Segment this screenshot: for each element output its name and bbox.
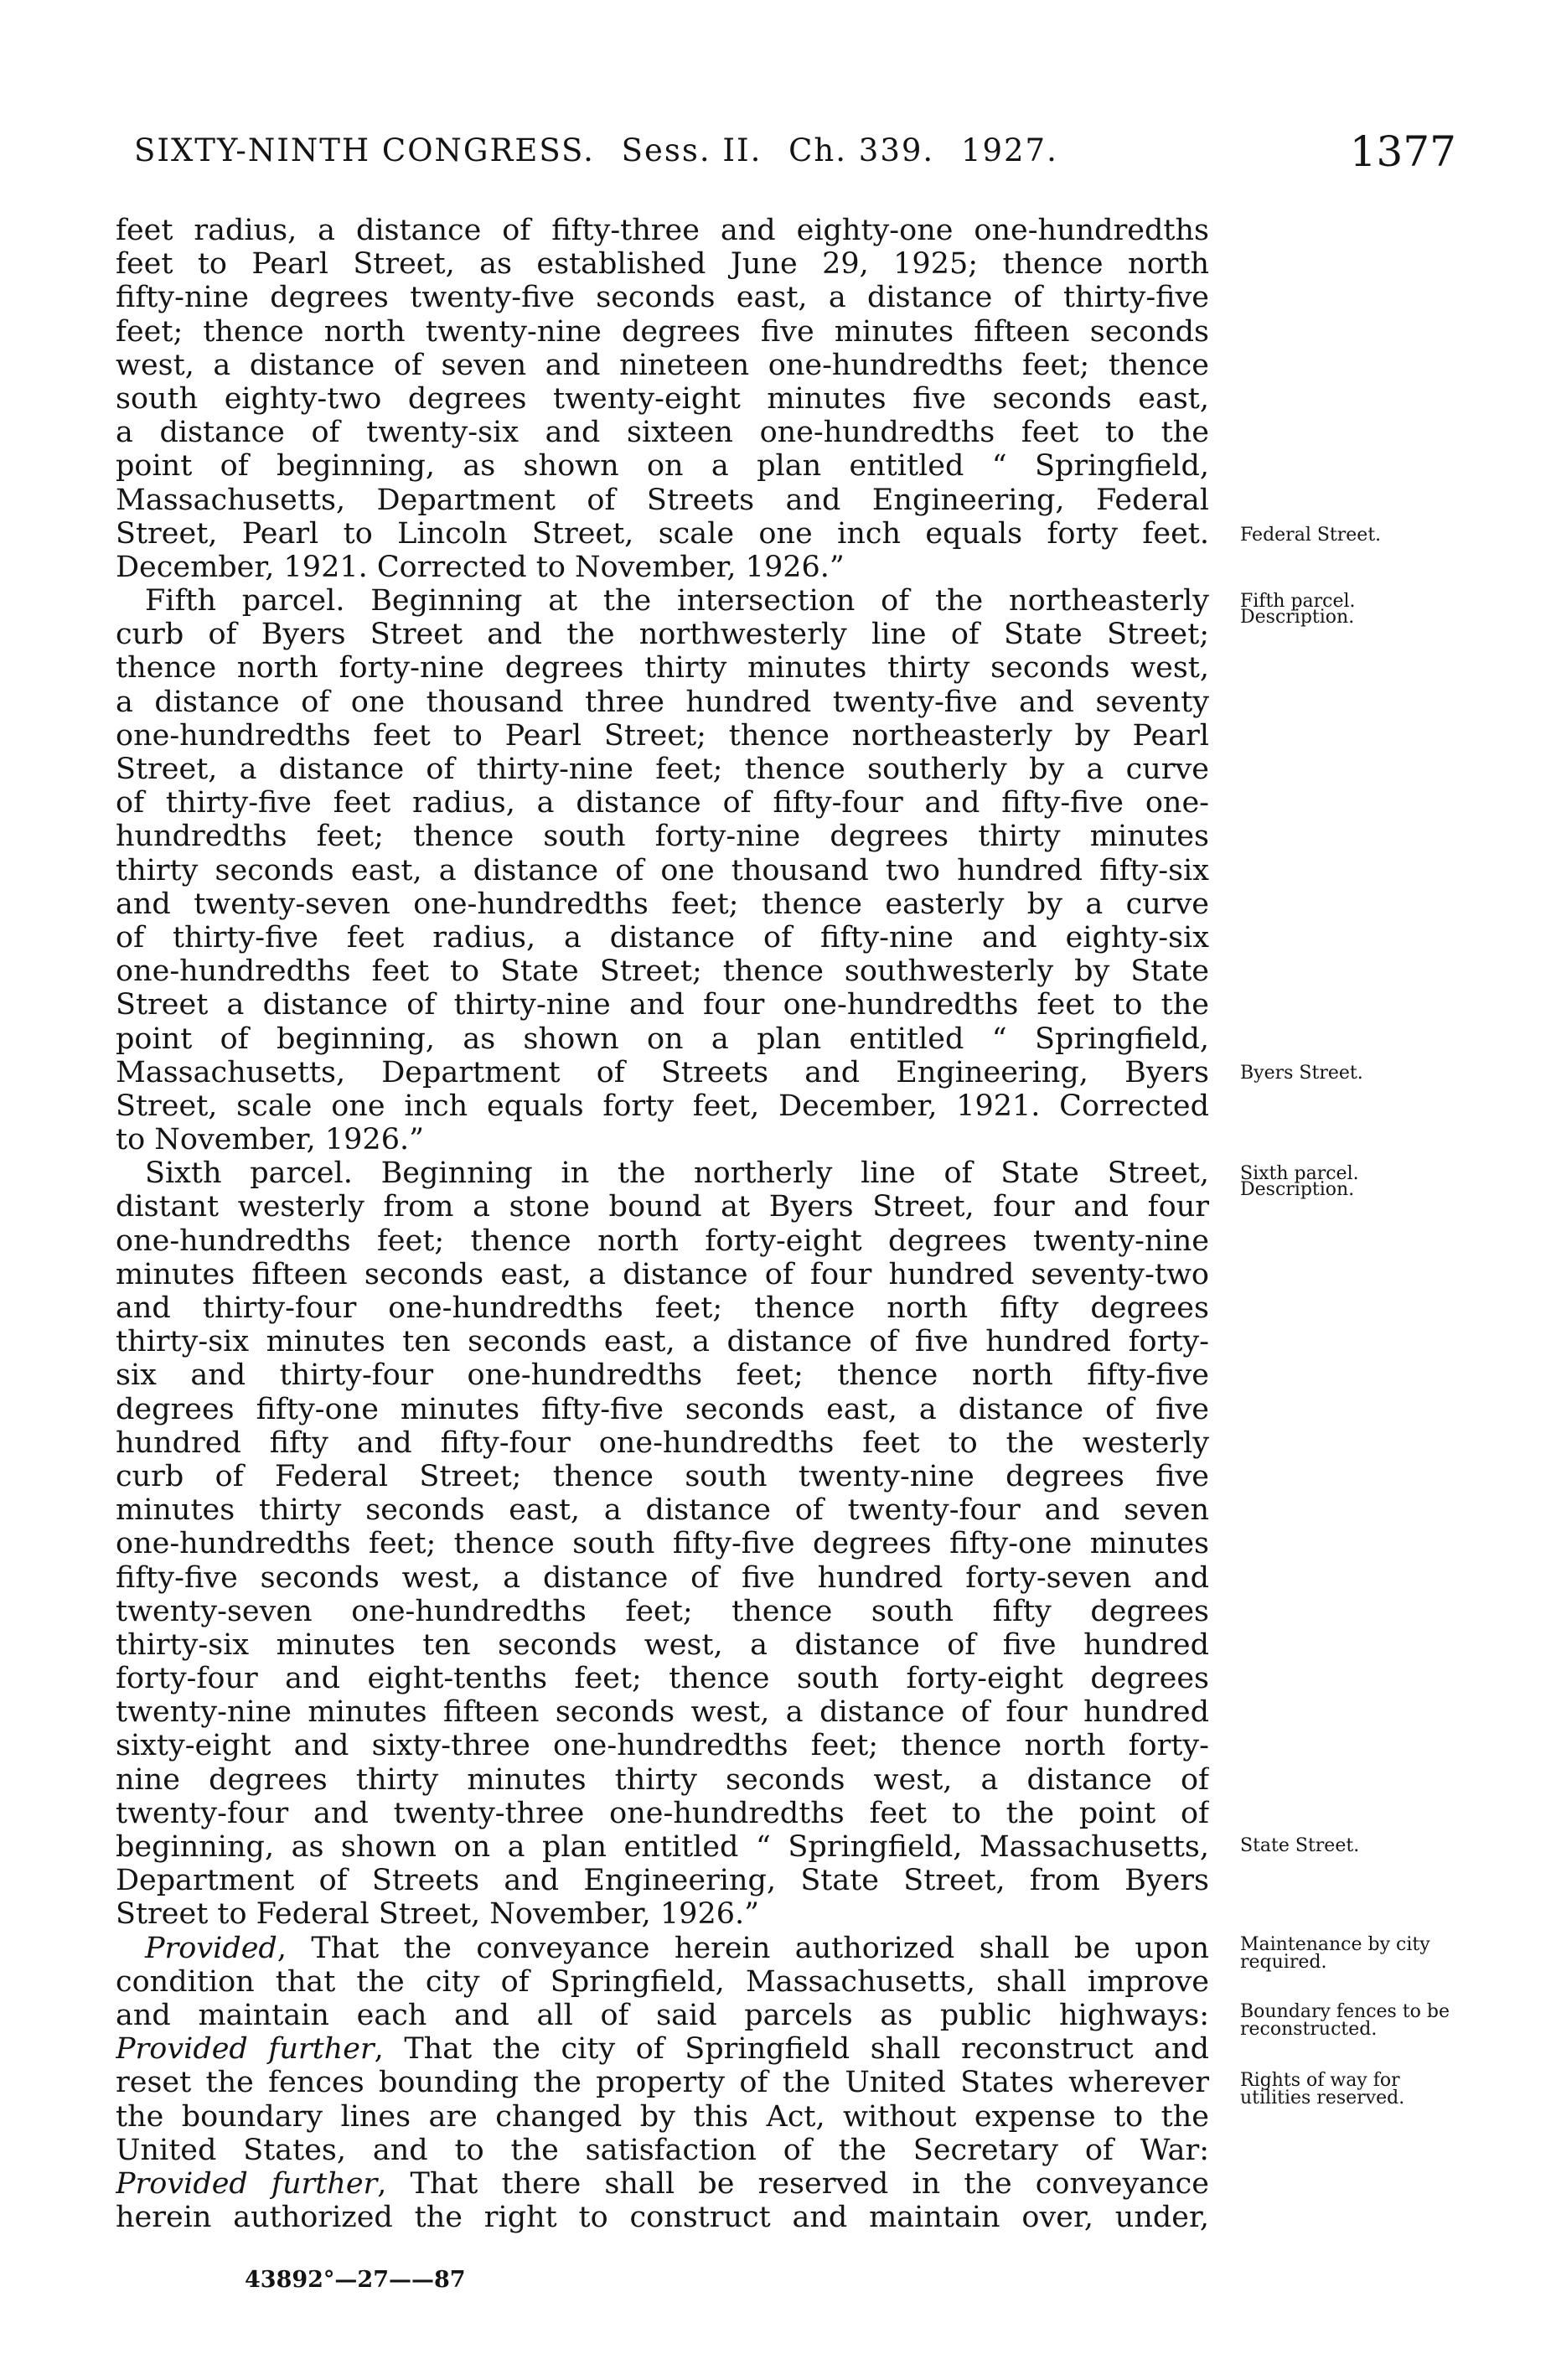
text-line: a distance of twenty-six and sixteen one-hundredths feet to the — [116, 416, 1209, 450]
text-line: December, 1921. Corrected to November, 1926.” — [116, 550, 845, 584]
text-line: the boundary lines are changed by this Act, without expense to the — [116, 2099, 1209, 2134]
text-line: Department of Streets and Engineering, State Street, from Byers — [116, 1864, 1209, 1898]
text-line: condition that the city of Springfield, Massachusetts, shall improve — [116, 1964, 1209, 1999]
text-line: Street to Federal Street, November, 1926.” — [116, 1897, 760, 1932]
text-line: twenty-four and twenty-three one-hundredths feet to the point of — [116, 1796, 1209, 1830]
text-line: point of beginning, as shown on a plan entitled “ Springfield, — [116, 1022, 1209, 1056]
margin-note-byers-street: Byers Street. — [1240, 1063, 1363, 1084]
text-line: forty-four and eight-tenths feet; thence south forty-eight degrees — [116, 1662, 1209, 1696]
text-line: of thirty-five feet radius, a distance of fifty-nine and eighty-six — [116, 920, 1209, 955]
text-line: curb of Federal Street; thence south twenty-nine degrees five — [116, 1459, 1209, 1493]
text-line: fifty-five seconds west, a distance of five hundred forty-seven and — [116, 1560, 1209, 1595]
text-line: twenty-seven one-hundredths feet; thence south fifty degrees — [116, 1594, 1209, 1628]
text-line: Street, Pearl to Lincoln Street, scale one inch equals forty feet. — [116, 516, 1209, 551]
header-title — [134, 132, 1073, 168]
text-line: hundred fifty and fifty-four one-hundredths feet to the westerly — [116, 1425, 1209, 1460]
text-line: Provided further, That there shall be reserved in the conveyance — [116, 2166, 1209, 2201]
margin-note-maintenance: Maintenance by city required. — [1240, 1934, 1430, 1973]
margin-note-description: Description. — [1240, 607, 1355, 628]
running-header — [134, 127, 1466, 191]
text-line: twenty-nine minutes fifteen seconds west, a distance of four hundred — [116, 1695, 1209, 1730]
year-label: 1927. — [960, 132, 1058, 168]
text-line: reset the fences bounding the property of the United States wherever — [116, 2066, 1209, 2100]
text-line: west, a distance of seven and nineteen one-hundredths feet; thence — [116, 348, 1209, 382]
body-text — [116, 214, 1209, 2234]
margin-note-sixth-parcel: Sixth parcel. — [1240, 1163, 1359, 1184]
text-line: thirty-six minutes ten seconds west, a distance of five hundred — [116, 1627, 1209, 1662]
text-line: Massachusetts, Department of Streets and Engineering, Byers — [116, 1055, 1209, 1089]
print-code: 43892°—27——87 — [245, 2267, 466, 2293]
proviso-keyword: Provided — [145, 1931, 277, 1965]
proviso-keyword: Provided further — [116, 2166, 378, 2201]
text-line: nine degrees thirty minutes thirty seconds west, a distance of — [116, 1762, 1209, 1797]
margin-note-rights-of-way: Rights of way for utilities reserved. — [1240, 2070, 1405, 2108]
text-line: herein authorized the right to construct and maintain over, under, — [116, 2201, 1209, 2235]
text-line: point of beginning, as shown on a plan entitled “ Springfield, — [116, 449, 1209, 484]
text-line: Street, scale one inch equals forty feet, December, 1921. Corrected — [116, 1089, 1209, 1123]
text-line: degrees fifty-one minutes fifty-five seconds east, a distance of five — [116, 1392, 1209, 1426]
text-line: of thirty-five feet radius, a distance of fifty-four and fifty-five one- — [116, 786, 1209, 820]
text-line: and maintain each and all of said parcels as public highways: — [116, 1998, 1209, 2032]
page-number: 1377 — [1349, 127, 1456, 176]
text-line: one-hundredths feet; thence south fifty-five degrees fifty-one minutes — [116, 1527, 1209, 1561]
text-line: feet radius, a distance of fifty-three and eighty-one one-hundredths — [116, 214, 1209, 247]
text-line: thence north forty-nine degrees thirty minutes thirty seconds west, — [116, 651, 1209, 686]
text-line: one-hundredths feet to Pearl Street; thence northeasterly by Pearl — [116, 718, 1209, 753]
text-line: United States, and to the satisfaction of the Secretary of War: — [116, 2133, 1209, 2167]
text-line: and thirty-four one-hundredths feet; thence north fifty degrees — [116, 1291, 1209, 1325]
text-line: a distance of one thousand three hundred twenty-five and seventy — [116, 685, 1209, 719]
text-line: Provided further, That the city of Springfield shall reconstruct and — [116, 2032, 1209, 2067]
margin-note-federal-street: Federal Street. — [1240, 525, 1382, 546]
text-line: Street, a distance of thirty-nine feet; thence southerly by a curve — [116, 753, 1209, 786]
text-line: minutes thirty seconds east, a distance of twenty-four and seven — [116, 1493, 1209, 1528]
text-line: fifty-nine degrees twenty-five seconds east, a distance of thirty-five — [116, 281, 1209, 315]
text-line: beginning, as shown on a plan entitled “ Springfield, Massachusetts, — [116, 1830, 1209, 1864]
congress-label: SIXTY-NINTH CONGRESS. — [134, 132, 595, 168]
proviso-keyword: Provided further — [116, 2032, 375, 2067]
text-line: Provided, That the conveyance herein authorized shall be upon — [145, 1931, 1209, 1965]
text-line: thirty seconds east, a distance of one thousand two hundred fifty-six — [116, 853, 1209, 887]
text-line: hundredths feet; thence south forty-nine degrees thirty minutes — [116, 820, 1209, 854]
chapter-label: Ch. 339. — [788, 132, 935, 168]
text-line: minutes fifteen seconds east, a distance of four hundred seventy-two — [116, 1257, 1209, 1291]
text-line: Sixth parcel. Beginning in the northerly line of State Street, — [145, 1156, 1209, 1191]
text-line: south eighty-two degrees twenty-eight minutes five seconds east, — [116, 381, 1209, 416]
text-line: Fifth parcel. Beginning at the intersection of the northeasterly — [145, 584, 1209, 618]
margin-note-boundary-fences: Boundary fences to be reconstructed. — [1240, 2001, 1450, 2040]
text-line: Massachusetts, Department of Streets and Engineering, Federal — [116, 483, 1209, 517]
text-line: feet; thence north twenty-nine degrees five minutes fifteen seconds — [116, 314, 1209, 349]
text-line: thirty-six minutes ten seconds east, a distance of five hundred forty- — [116, 1325, 1209, 1359]
session-label: Sess. II. — [621, 132, 762, 168]
margin-note-description: Description. — [1240, 1179, 1355, 1200]
margin-note-state-street: State Street. — [1240, 1835, 1360, 1856]
text-line: to November, 1926.” — [116, 1123, 424, 1157]
margin-note-fifth-parcel: Fifth parcel. — [1240, 591, 1356, 612]
text-line: one-hundredths feet to State Street; thence southwesterly by State — [116, 955, 1209, 989]
text-line: curb of Byers Street and the northwesterly line of State Street; — [116, 618, 1209, 652]
text-line: sixty-eight and sixty-three one-hundredths feet; thence north forty- — [116, 1729, 1209, 1763]
text-line: and twenty-seven one-hundredths feet; thence easterly by a curve — [116, 887, 1209, 921]
text-line: Street a distance of thirty-nine and four one-hundredths feet to the — [116, 988, 1209, 1022]
text-line: feet to Pearl Street, as established June 29, 1925; thence north — [116, 247, 1209, 282]
text-line: six and thirty-four one-hundredths feet; thence north fifty-five — [116, 1358, 1209, 1393]
text-line: distant westerly from a stone bound at Byers Street, four and four — [116, 1190, 1209, 1224]
text-line: one-hundredths feet; thence north forty-eight degrees twenty-nine — [116, 1224, 1209, 1258]
